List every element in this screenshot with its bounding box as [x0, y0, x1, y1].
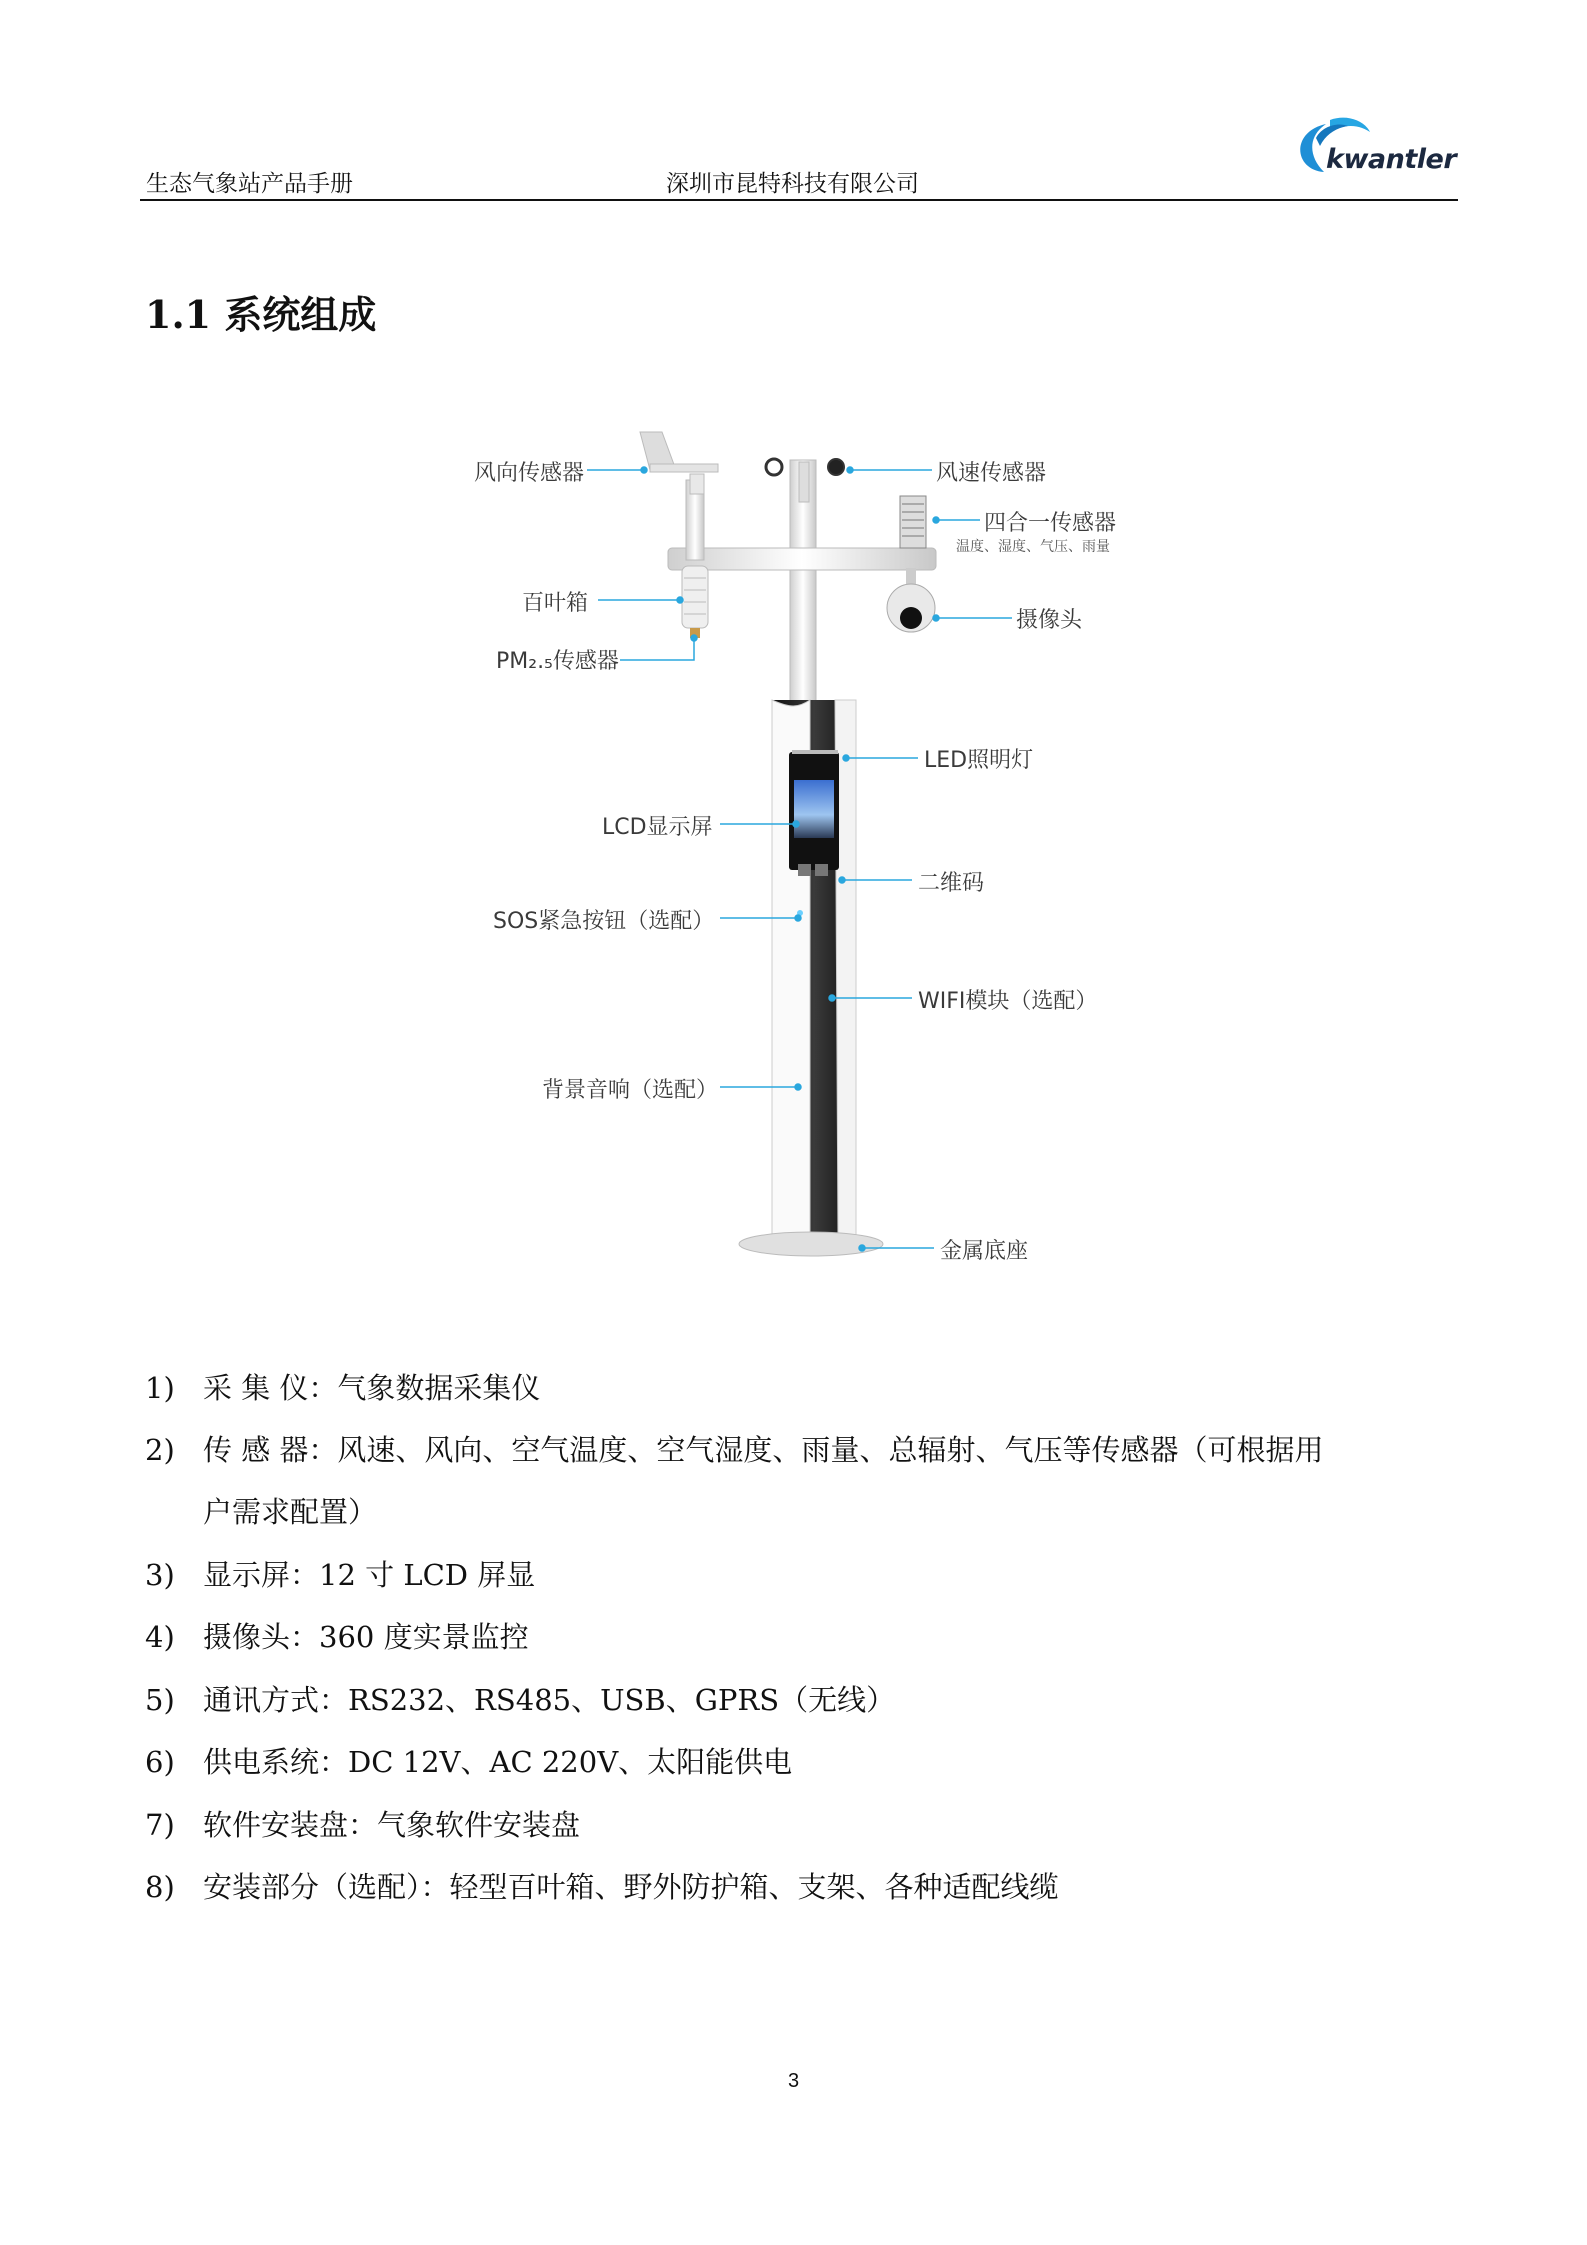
list-item-number: 1) [145, 1371, 175, 1405]
list-item [145, 1615, 529, 1656]
list-item-number: 5) [145, 1683, 175, 1717]
louver-box [682, 566, 708, 638]
list-item [145, 1678, 895, 1719]
label-louver-box: 百叶箱 [522, 591, 589, 616]
list-item-number: 6) [145, 1745, 175, 1779]
list-item [145, 1428, 1323, 1469]
list-item-continuation: 户需求配置） [203, 1495, 378, 1529]
label-wind-speed: 风速传感器 [936, 461, 1047, 486]
station-body [739, 700, 883, 1256]
list-item-text: 采 集 仪：气象数据采集仪 [203, 1371, 541, 1405]
label-wind-direction: 风向传感器 [474, 461, 585, 486]
list-item-number: 4) [145, 1620, 175, 1654]
metal-base [739, 1232, 883, 1256]
list-item-number: 2) [145, 1433, 175, 1467]
anemometer-cup-left [766, 459, 782, 475]
anemometer-cup-right [828, 459, 844, 475]
label-lcd: LCD显示屏 [602, 815, 713, 840]
page-number: 3 [788, 2070, 800, 2092]
list-item-number: 3) [145, 1558, 175, 1592]
list-item [145, 1366, 540, 1407]
four-in-one-sensor [900, 496, 926, 548]
list-item-number: 7) [145, 1808, 175, 1842]
qr-code-right [815, 864, 828, 876]
wind-vane-arm [650, 464, 718, 472]
list-item-text: 软件安装盘：气象软件安装盘 [203, 1808, 581, 1842]
qr-code-left [798, 864, 811, 876]
list-item [145, 1803, 580, 1844]
list-item-text: 安装部分（选配）：轻型百叶箱、野外防护箱、支架、各种适配线缆 [203, 1870, 1059, 1904]
logo-wordmark: kwantler [1326, 144, 1457, 175]
list-item-text: 显示屏：12 寸 LCD 屏显 [203, 1558, 536, 1592]
header-doc-title: 生态气象站产品手册 [146, 171, 353, 197]
label-speaker: 背景音响（选配） [542, 1078, 719, 1103]
list-item-text: 通讯方式：RS232、RS485、USB、GPRS（无线） [203, 1683, 896, 1717]
camera-dome [887, 568, 935, 632]
label-led: LED照明灯 [924, 748, 1034, 773]
list-item-text: 摄像头：360 度实景监控 [203, 1620, 529, 1654]
list-item-text: 供电系统：DC 12V、AC 220V、太阳能供电 [203, 1745, 793, 1779]
label-sos: SOS紧急按钮（选配） [493, 909, 715, 934]
label-wifi: WIFI模块（选配） [918, 989, 1098, 1014]
label-four-in-one-sub: 温度、湿度、气压、雨量 [956, 539, 1110, 555]
label-base: 金属底座 [940, 1239, 1029, 1264]
list-item [145, 1740, 792, 1781]
list-item-number: 8) [145, 1870, 175, 1904]
list-item [145, 1865, 1059, 1906]
crossbar [668, 548, 936, 570]
section-heading: 1.1 系统组成 [145, 292, 377, 337]
label-four-in-one: 四合一传感器 [984, 511, 1117, 536]
label-qr: 二维码 [918, 871, 985, 896]
list-item [145, 1553, 535, 1594]
label-pm25: PM₂.₅传感器 [496, 649, 619, 674]
list-item-text: 传 感 器：风速、风向、空气温度、空气湿度、雨量、总辐射、气压等传感器（可根据用 [203, 1433, 1324, 1467]
label-camera: 摄像头 [1016, 608, 1083, 633]
lcd-screen [794, 780, 834, 838]
led-light [792, 750, 838, 754]
header-company: 深圳市昆特科技有限公司 [666, 171, 919, 197]
